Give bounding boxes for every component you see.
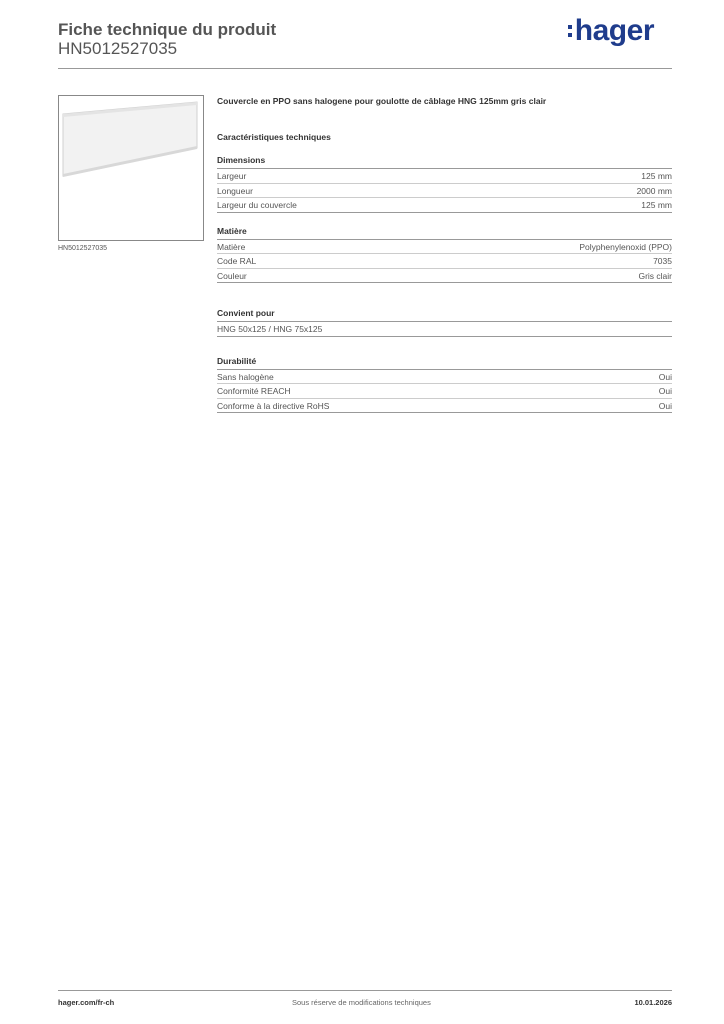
hager-logo [568,14,654,48]
product-code: HN5012527035 [58,39,178,58]
row-label: HNG 50x125 / HNG 75x125 [217,324,323,334]
block-title: Durabilité [217,356,672,370]
table-row [217,269,672,284]
cable-cover-icon [59,96,203,240]
page-title: Fiche technique du produit [58,20,277,39]
row-label: Largeur [217,171,247,181]
section-title: Caractéristiques techniques [217,132,331,142]
row-label: Conforme à la directive RoHS [217,400,330,411]
table-row [217,254,672,269]
table-row [217,370,672,385]
row-label: Longueur [217,185,253,196]
block-title: Convient pour [217,308,672,322]
product-image [58,95,204,241]
content-column [217,96,672,413]
row-value: 7035 [653,256,672,266]
product-description: Couvercle en PPO sans halogene pour goulotte de câblage HNG 125mm gris clair [217,96,547,106]
row-value: 125 mm [641,171,672,181]
row-value: Oui [658,386,672,396]
table-row [217,399,672,414]
block-dimensions [217,155,672,213]
block-compatible [217,308,672,337]
logo-text: hager [574,14,654,47]
row-label: Code RAL [217,256,257,266]
row-label: Sans halogène [217,371,274,382]
row-label: Largeur du couvercle [217,200,297,210]
block-title: Dimensions [217,155,672,169]
row-label: Conformité REACH [217,386,291,396]
footer-date: 10.01.2026 [634,998,672,1007]
row-label: Couleur [217,270,247,281]
table-row [217,184,672,199]
table-row [217,240,672,255]
footer-divider [58,990,672,991]
row-value: Oui [658,371,672,382]
block-durability [217,356,672,414]
row-value: Oui [658,400,672,411]
table-row [217,198,672,213]
block-material [217,226,672,284]
block-title: Matière [217,226,672,240]
footer-disclaimer: Sous réserve de modifications techniques [292,998,431,1007]
footer-website-link[interactable]: hager.com/fr-ch [58,998,115,1007]
table-row [217,384,672,399]
row-value: 125 mm [641,200,672,210]
header-divider [58,68,672,69]
row-label: Matière [217,241,246,252]
image-caption: HN5012527035 [58,245,108,252]
table-row [217,169,672,184]
row-value: 2000 mm [636,185,672,196]
row-value: Gris clair [638,270,672,281]
row-value: Polyphenylenoxid (PPO) [579,241,672,252]
table-row [217,322,672,337]
logo-dots-icon [568,25,572,37]
